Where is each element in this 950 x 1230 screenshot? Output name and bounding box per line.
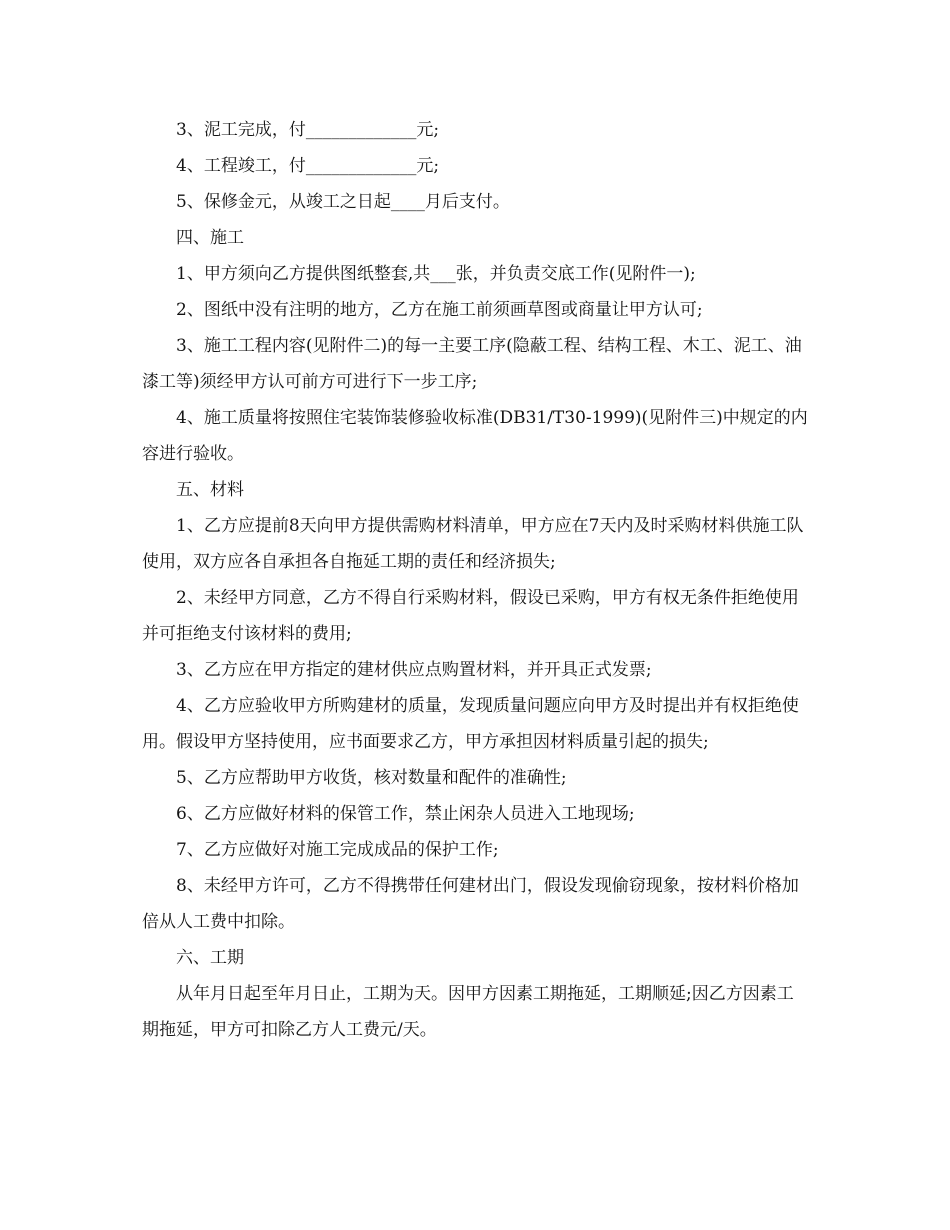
payment-item-3: 3、泥工完成，付_____________元; [176, 120, 440, 140]
materials-item-1: 1、乙方应提前8天向甲方提供需购材料清单，甲方应在7天内及时采购材料供施工队使用，双方应各自承担各自拖延工期的责任和经济损失; [142, 516, 804, 572]
payment-item-5: 5、保修金元，从竣工之日起____月后支付。 [176, 192, 510, 212]
construction-item-2: 2、图纸中没有注明的地方，乙方在施工前须画草图或商量让甲方认可; [176, 300, 703, 320]
document-body [142, 112, 808, 1048]
materials-item-8: 8、未经甲方许可，乙方不得携带任何建材出门，假设发现偷窃现象，按材料价格加倍从人工费中扣除。 [142, 876, 799, 932]
materials-item-2: 2、未经甲方同意，乙方不得自行采购材料，假设已采购，甲方有权无条件拒绝使用并可拒绝支付该材料的费用; [142, 588, 799, 644]
materials-item-5: 5、乙方应帮助甲方收货，核对数量和配件的准确性; [176, 768, 567, 788]
construction-item-1: 1、甲方须向乙方提供图纸整套,共___张，并负责交底工作(见附件一); [176, 264, 696, 284]
section-heading-construction: 四、施工 [176, 228, 244, 248]
materials-item-3: 3、乙方应在甲方指定的建材供应点购置材料，并开具正式发票; [176, 660, 652, 680]
schedule-paragraph: 从年月日起至年月日止，工期为天。因甲方因素工期拖延，工期顺延;因乙方因素工期拖延，甲方可扣除乙方人工费元/天。 [142, 984, 794, 1040]
construction-item-4: 4、施工质量将按照住宅装饰装修验收标准(DB31/T30-1999)(见附件三)中规定的内容进行验收。 [142, 408, 808, 464]
payment-item-4: 4、工程竣工，付_____________元; [176, 156, 440, 176]
section-heading-schedule: 六、工期 [176, 948, 244, 968]
construction-item-3: 3、施工工程内容(见附件二)的每一主要工序(隐蔽工程、结构工程、木工、泥工、油漆工等)须经甲方认可前方可进行下一步工序; [142, 336, 802, 392]
section-heading-materials: 五、材料 [176, 480, 244, 500]
materials-item-4: 4、乙方应验收甲方所购建材的质量，发现质量问题应向甲方及时提出并有权拒绝使用。假设甲方坚持使用，应书面要求乙方，甲方承担因材料质量引起的损失; [142, 696, 799, 752]
materials-item-7: 7、乙方应做好对施工完成成品的保护工作; [176, 840, 499, 860]
materials-item-6: 6、乙方应做好材料的保管工作，禁止闲杂人员进入工地现场; [176, 804, 635, 824]
